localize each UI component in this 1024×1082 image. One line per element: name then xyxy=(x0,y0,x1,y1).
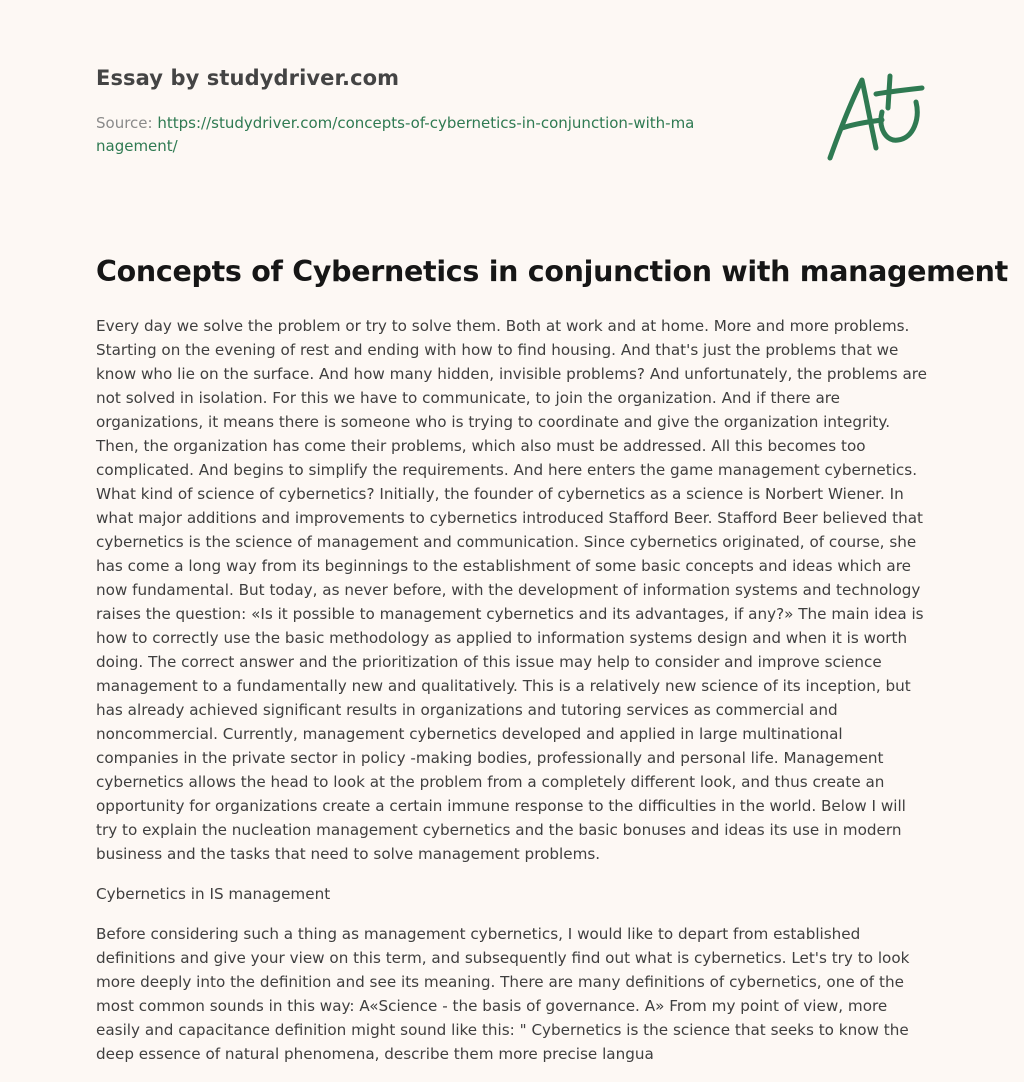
essay-body xyxy=(96,314,928,1082)
source-link[interactable]: https://studydriver.com/concepts-of-cybernetics-in-conjunction-with-management/ xyxy=(96,114,695,155)
source-line xyxy=(96,112,696,158)
paragraph: Before considering such a thing as management cybernetics, I would like to depart from established definitions and give your view on this term, and subsequently find out what is cybernetics. Let's try to look more deeply into the definition and see its meaning. There are many definitions of cybernetics, one of the most common sounds in this way: A«Science - the basis of governance. A» From my point of view, more easily and capacitance definition might sound like this: " Cybernetics is the science that seeks to know the deep essence of natural phenomena, describe them more precise langua xyxy=(96,925,910,1063)
essay-title: Concepts of Cybernetics in conjunction with management xyxy=(96,255,1008,288)
source-label: Source: xyxy=(96,114,153,132)
paragraph: Every day we solve the problem or try to solve them. Both at work and at home. More and more problems. Starting on the evening of rest and ending with how to find housing. And that's just the problems that we know who lie on the surface. And how many hidden, invisible problems? And unfortunately, the problems are not solved in isolation. For this we have to communicate, to join the organization. And if there are organizations, it means there is someone who is trying to coordinate and give the organization integrity. Then, the organization has come their problems, which also must be addressed. All this becomes too complicated. And begins to simplify the requirements. And here enters the game management cybernetics. What kind of science of cybernetics? Initially, the founder of cybernetics as a science is Norbert Wiener. In what major additions and improvements to cybernetics introduced Stafford Beer. Stafford Beer believed that cybernetics is the science of management and communication. Since cybernetics originated, of course, she has come a long way from its beginnings to the establishment of some basic concepts and ideas which are now fundamental. But today, as never before, with the development of information systems and technology raises the question: «Is it possible to management cybernetics and its advantages, if any?» The main idea is how to correctly use the basic methodology as applied to information systems design and when it is worth doing. The correct answer and the prioritization of this issue may help to consider and improve science management to a fundamentally new and qualitatively. This is a relatively new science of its inception, but has already achieved significant results in organizations and tutoring services as commercial and noncommercial. Currently, management cybernetics developed and applied in large multinational companies in the private sector in policy -making bodies, professionally and personal life. Management cybernetics allows the head to look at the problem from a completely different look, and thus create an opportunity for organizations create a certain immune response to the difficulties in the world. Below I will try to explain the nucleation management cybernetics and the basic bonuses and ideas its use in modern business and the tasks that need to solve management problems. xyxy=(96,317,928,863)
brand-title: Essay by studydriver.com xyxy=(96,66,400,90)
a-plus-icon xyxy=(826,68,926,164)
section-heading: Cybernetics in IS management xyxy=(96,885,331,903)
